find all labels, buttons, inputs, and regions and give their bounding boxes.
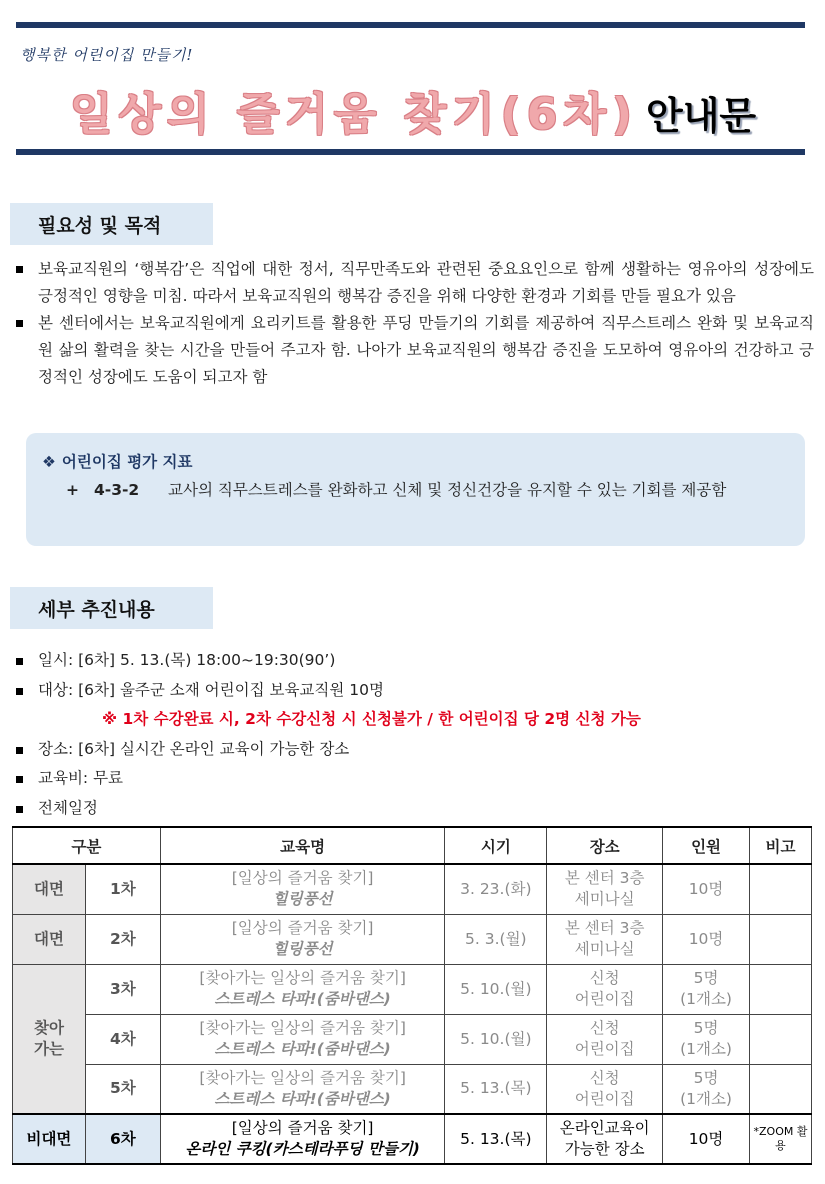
row-people: 10명 xyxy=(663,914,750,964)
bullet-square-icon xyxy=(16,747,23,754)
row-place: 본 센터 3층 세미나실 xyxy=(547,914,663,964)
list-item: 대상: [6차] 울주군 소재 어린이집 보육교직원 10명 xyxy=(14,676,814,706)
table-row xyxy=(13,864,812,914)
row-date: 3. 23.(화) xyxy=(445,864,547,914)
row-place: 온라인교육이 가능한 장소 xyxy=(547,1114,663,1164)
row-program: [일상의 즐거움 찾기] 힐링풍선 xyxy=(160,914,445,964)
table-row xyxy=(13,1064,812,1114)
bullet-square-icon xyxy=(16,658,23,665)
row-people: 5명 (1개소) xyxy=(663,1014,750,1064)
diamond-icon: ❖ xyxy=(42,453,56,471)
schedule-table xyxy=(12,826,812,1165)
top-rule xyxy=(16,22,805,28)
row-note: *ZOOM 활용 xyxy=(749,1114,811,1164)
row-round: 3차 xyxy=(85,964,160,1014)
row-place: 신청 어린이집 xyxy=(547,1064,663,1114)
row-note xyxy=(749,964,811,1014)
plus-icon: + xyxy=(66,481,79,499)
notice-text: ※ 1차 수강완료 시, 2차 수강신청 시 신청불가 / 한 어린이집 당 2명 신청 가능 xyxy=(102,710,641,728)
list-item: 교육비: 무료 xyxy=(14,764,814,794)
list-item: 본 센터에서는 보육교직원에게 요리키트를 활용한 푸딩 만들기의 기회를 제공하여 직무스트레스 완화 및 보육교직원 삶의 활력을 찾는 시간을 만들어 주고자 함. 나아가 보육교직원의 행복감 증진을 도모하여 영유아의 건강하고 긍정적인 성장에도 도움이 되고자 함 xyxy=(14,310,814,391)
table-row xyxy=(13,1014,812,1064)
row-category: 대면 xyxy=(13,914,86,964)
row-category: 대면 xyxy=(13,864,86,914)
bullet-square-icon xyxy=(16,688,23,695)
bullet-square-icon xyxy=(16,266,23,273)
list-item: 전체일정 xyxy=(14,794,814,824)
row-place: 본 센터 3층 세미나실 xyxy=(547,864,663,914)
header-note: 비고 xyxy=(749,827,811,864)
row-date: 5. 10.(월) xyxy=(445,1014,547,1064)
title-main: 일상의 즐거움 찾기(6차) xyxy=(70,89,639,140)
bullet-square-icon xyxy=(16,776,23,783)
bullet-square-icon xyxy=(16,806,23,813)
row-round: 5차 xyxy=(85,1064,160,1114)
row-note xyxy=(749,864,811,914)
row-date: 5. 3.(월) xyxy=(445,914,547,964)
section-heading-details: 세부 추진내용 xyxy=(10,587,213,629)
header-place: 장소 xyxy=(547,827,663,864)
row-date: 5. 13.(목) xyxy=(445,1064,547,1114)
header-people: 인원 xyxy=(663,827,750,864)
row-people: 10명 xyxy=(663,864,750,914)
row-round: 4차 xyxy=(85,1014,160,1064)
row-note xyxy=(749,1064,811,1114)
row-people: 5명 (1개소) xyxy=(663,1064,750,1114)
header-program: 교육명 xyxy=(160,827,445,864)
table-row xyxy=(13,1114,812,1164)
header-category: 구분 xyxy=(13,827,161,864)
list-item: 장소: [6차] 실시간 온라인 교육이 가능한 장소 xyxy=(14,735,814,765)
row-note xyxy=(749,1014,811,1064)
eval-code: 4-3-2 xyxy=(94,481,140,499)
title-suffix: 안내문 xyxy=(646,94,757,138)
row-program: [찾아가는 일상의 즐거움 찾기] 스트레스 타파!(줌바댄스) xyxy=(160,1014,445,1064)
bullet-square-icon xyxy=(16,320,23,327)
purpose-list xyxy=(14,256,814,391)
eval-title: ❖ 어린이집 평가 지표 xyxy=(42,453,193,471)
row-note xyxy=(749,914,811,964)
row-round: 2차 xyxy=(85,914,160,964)
eval-desc: 교사의 직무스트레스를 완화하고 신체 및 정신건강을 유지할 수 있는 기회를 제공함 xyxy=(168,481,727,499)
row-date: 5. 10.(월) xyxy=(445,964,547,1014)
row-people: 10명 xyxy=(663,1114,750,1164)
eval-item xyxy=(42,477,795,503)
section-heading-purpose: 필요성 및 목적 xyxy=(10,203,213,245)
tagline: 행복한 어린이집 만들기! xyxy=(20,46,194,64)
row-program: [일상의 즐거움 찾기] 온라인 쿠킹(카스테라푸딩 만들기) xyxy=(160,1114,445,1164)
row-place: 신청 어린이집 xyxy=(547,964,663,1014)
row-program: [일상의 즐거움 찾기] 힐링풍선 xyxy=(160,864,445,914)
row-program: [찾아가는 일상의 즐거움 찾기] 스트레스 타파!(줌바댄스) xyxy=(160,1064,445,1114)
row-place: 신청 어린이집 xyxy=(547,1014,663,1064)
details-list xyxy=(14,646,814,823)
evaluation-index-box xyxy=(26,433,805,546)
table-row xyxy=(13,964,812,1014)
row-people: 5명 (1개소) xyxy=(663,964,750,1014)
row-category: 비대면 xyxy=(13,1114,86,1164)
header-date: 시기 xyxy=(445,827,547,864)
row-program: [찾아가는 일상의 즐거움 찾기] 스트레스 타파!(줌바댄스) xyxy=(160,964,445,1014)
row-round: 6차 xyxy=(85,1114,160,1164)
table-row xyxy=(13,914,812,964)
row-round: 1차 xyxy=(85,864,160,914)
bottom-rule xyxy=(16,149,805,155)
row-date: 5. 13.(목) xyxy=(445,1114,547,1164)
row-category: 찾아 가는 xyxy=(13,964,86,1114)
table-header-row xyxy=(13,827,812,864)
page-title xyxy=(70,78,756,142)
list-item: 보육교직원의 ‘행복감’은 직업에 대한 정서, 직무만족도와 관련된 중요요인으로 함께 생활하는 영유아의 성장에도 긍정적인 영향을 미침. 따라서 보육교직원의 행복감 증진을 위해 다양한 환경과 기회를 만들 필요가 있음 xyxy=(14,256,814,310)
list-item: 일시: [6차] 5. 13.(목) 18:00~19:30(90’) xyxy=(14,646,814,676)
